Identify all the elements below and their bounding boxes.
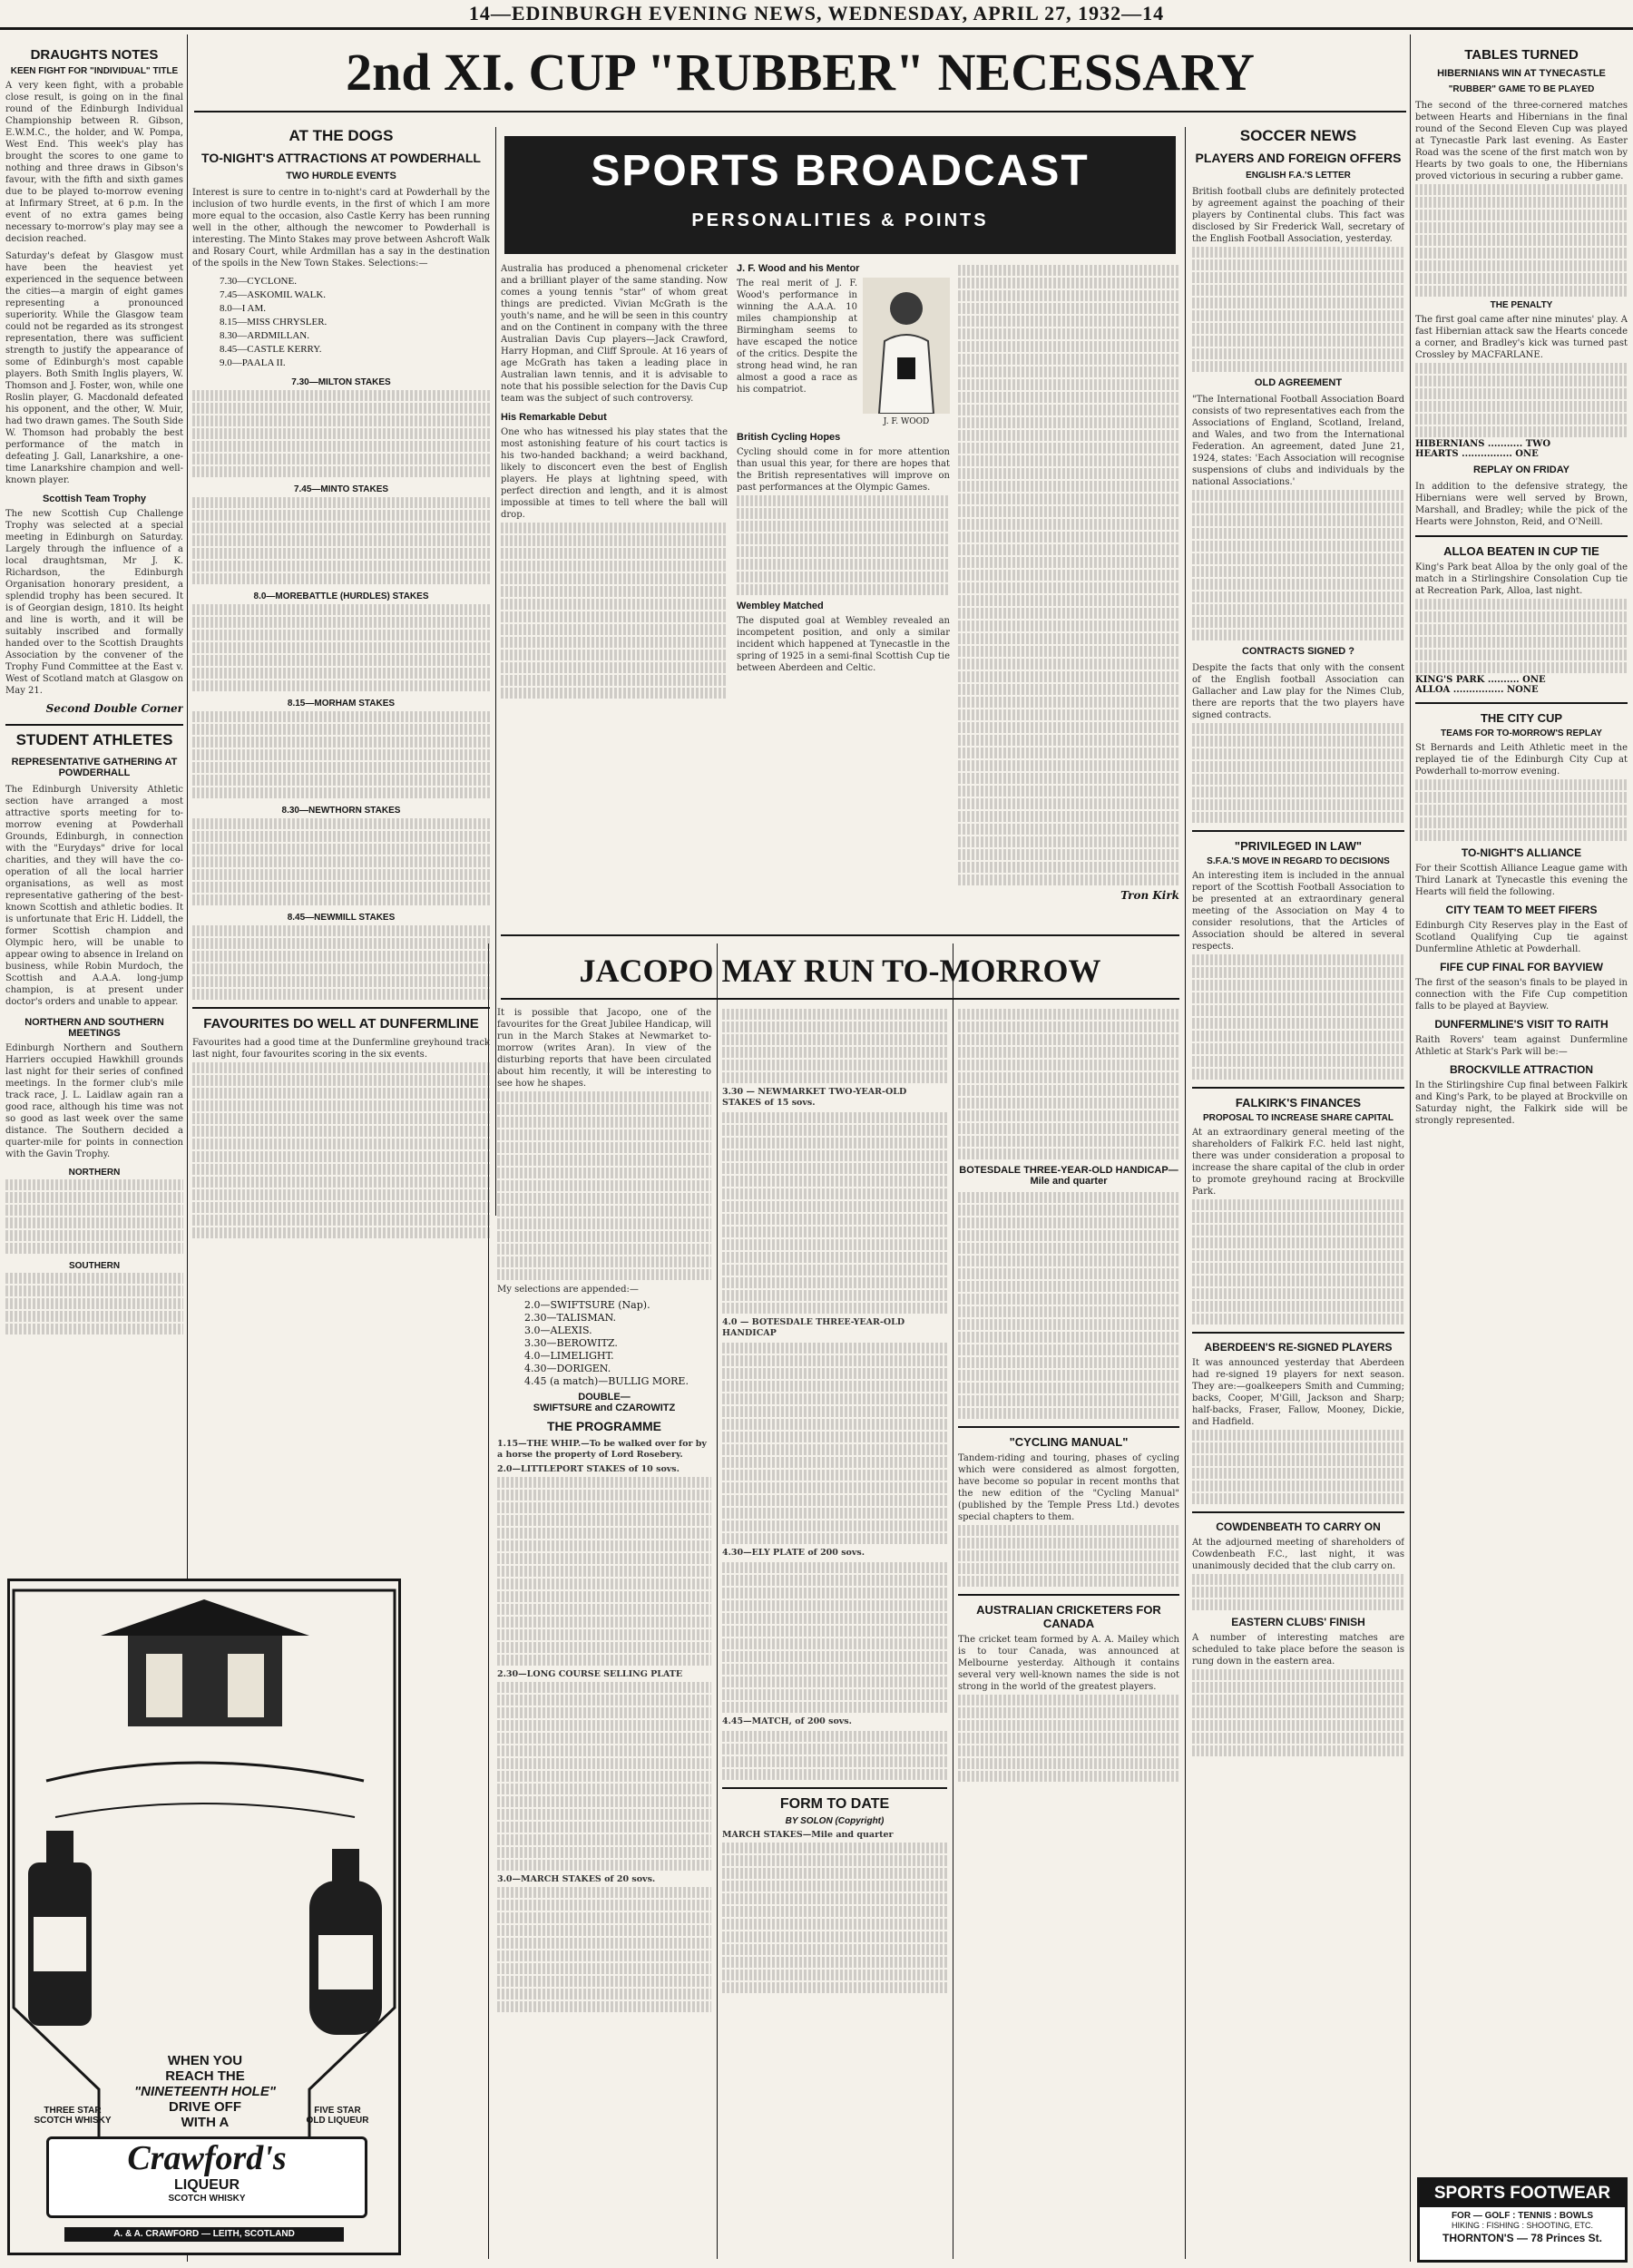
penalty-headline: THE PENALTY xyxy=(1490,300,1553,310)
alloa-text: King's Park beat Alloa by the only goal of the match in a Stirlingshire Consolation Cup tie at Recreation Park, Alloa, last night. xyxy=(1415,562,1628,596)
tables-subhead: HIBERNIANS WIN AT TYNECASTLE xyxy=(1437,68,1606,79)
column-tennis xyxy=(501,263,728,934)
race-head: 8.30—NEWTHORN STAKES xyxy=(281,806,401,816)
fifers-text: Edinburgh City Reserves play in the East of Scotland Qualifying Cup tie against Dunfermline Athletic at Powderhall. xyxy=(1415,921,1628,954)
programme-item: 1.15—THE WHIP.—To be walked over for by a horse the property of Lord Rosebery. xyxy=(497,1439,707,1460)
ad-tag-line: REACH THE xyxy=(165,2068,245,2084)
selection-item: 8.15—MISS CHRYSLER. xyxy=(220,317,328,327)
section-rule xyxy=(1415,535,1628,537)
column-racing-b xyxy=(722,1007,947,2259)
privileged-more xyxy=(1192,954,1404,1080)
column-draughts-athletics xyxy=(5,34,183,1568)
section-rule xyxy=(1415,702,1628,704)
race-head: 3.30 — NEWMARKET TWO-YEAR-OLD STAKES of 15 sovs. xyxy=(722,1087,907,1108)
wembley-signature: Tron Kirk xyxy=(1120,889,1179,902)
city-cup-headline: THE CITY CUP xyxy=(1480,711,1563,725)
banner-rule xyxy=(194,111,1406,112)
ad-brand-box xyxy=(46,2136,367,2218)
northern-headline: NORTHERN AND SOUTHERN MEETINGS xyxy=(24,1017,164,1039)
ad-footer: A. & A. CRAWFORD — LEITH, SCOTLAND xyxy=(64,2227,344,2242)
ad-right-label-1: FIVE STAR xyxy=(314,2106,361,2116)
programme-entries xyxy=(497,1682,711,1871)
section-rule xyxy=(1192,1332,1404,1334)
contracts-more xyxy=(1192,723,1404,823)
cycling-text: Cycling should come in for more attention than usual this year, for there are hopes that the British representatives will improve on past performances at the Olympic Games. xyxy=(737,447,950,493)
race-entries xyxy=(722,1009,947,1083)
draughts-headline: DRAUGHTS NOTES xyxy=(30,47,159,63)
favourites-text: Favourites had a good time at the Dunfermline greyhound track last night, four favourites scoring in the six events. xyxy=(192,1038,490,1060)
section-rule xyxy=(958,1594,1179,1596)
race-head: 4.30—ELY PLATE of 200 sovs. xyxy=(722,1548,865,1558)
ad-right-label xyxy=(288,2106,387,2126)
trophy-headline: Scottish Team Trophy xyxy=(42,494,147,504)
cowdenbeath-more xyxy=(1192,1574,1404,1610)
ad-brand-sub2: SCOTCH WHISKY xyxy=(168,2194,246,2204)
trophy-signature: Second Double Corner xyxy=(45,702,183,715)
penalty-text: The first goal came after nine minutes' play. A fast Hibernian attack saw the Hearts concede a corner, and Bradley's kick was turned past Crossley by MACFARLANE. xyxy=(1415,315,1628,360)
draughts-text: A very keen fight, with a probable close result, is going on in the final round of the Edinburgh Individual Championship between R. Gibson, E.W.M.C., the holder, and W. Pompa, West End. This week's play has brought the scores to one game to nothing and three draws in Gibson's favour, with the fifth and sixth games due to be played to-morrow evening at Infirmary Street, at 6 p.m. In the event of no extra games being necessary to-morrow's play may see a decision reached. xyxy=(5,81,183,244)
ad-tag-line: WHEN YOU xyxy=(167,2053,243,2068)
form-byline: BY SOLON (Copyright) xyxy=(785,1816,885,1826)
favourites-results xyxy=(192,1062,490,1238)
student-text: The Edinburgh University Athletic section have arranged a most attractive sports meeting for to-morrow evening at Powderhall Grounds, Edinburgh, in connection with the "Eurydays" drive for local charities, and they will have the co-operation of all the local harrier organisations, as well as most representative gathering of the best-known Scottish and athletic bodies. It is unfortunate that Eric H. Liddell, the former Scottish champion and Olympic hero, will be unable to appear owing to absence in Ireland on business, while Robin Murdoch, the Scottish and A.A.A. long-jump champion, is at present under doctor's orders and unable to appear. xyxy=(5,785,183,1007)
programme-entries xyxy=(497,1477,711,1666)
fifers-headline: CITY TEAM TO MEET FIFERS xyxy=(1445,904,1598,916)
old-agreement-text: "The International Football Association Board consists of two representatives each from the Associations of England, Scotland, Ireland, and Wales, and two from the International Federation. An agreement, dated June 21, 1924, states: 'Each Association will recognise suspensions of clubs and individuals by the national Associations.' xyxy=(1192,395,1404,487)
jacopo-more-text xyxy=(497,1091,711,1280)
contracts-text: Despite the facts that only with the consent of the English football Association can Gallacher and Law play for the Nimes Club, there are reports that the two players have signed contracts. xyxy=(1192,663,1404,720)
city-cup-subhead: TEAMS FOR TO-MORROW'S REPLAY xyxy=(1441,728,1602,738)
ad-tagline xyxy=(110,2053,300,2130)
student-headline: STUDENT ATHLETES xyxy=(15,731,173,748)
alliance-headline: TO-NIGHT'S ALLIANCE xyxy=(1461,846,1582,859)
falkirk-subhead: PROPOSAL TO INCREASE SHARE CAPITAL xyxy=(1202,1113,1394,1123)
selection-item: 2.30—TALISMAN. xyxy=(524,1312,616,1324)
selection-item: 3.0—ALEXIS. xyxy=(524,1325,592,1336)
eastern-text: A number of interesting matches are scheduled to take place before the season is rung down in the eastern area. xyxy=(1192,1633,1404,1667)
double-head: DOUBLE— xyxy=(578,1392,631,1403)
city-cup-text: St Bernards and Leith Athletic meet in the replayed tie of the Edinburgh City Cup at Powderhall to-morrow evening. xyxy=(1415,743,1628,777)
form-head: MARCH STAKES—Mile and quarter xyxy=(722,1830,894,1840)
race-head: 4.45—MATCH, of 200 sovs. xyxy=(722,1716,852,1726)
aberdeen-text: It was announced yesterday that Aberdeen had re-signed 19 players for next season. They are:—goalkeepers Smith and Cumming; backs, Cooper, M'Gill, Jackson and Sharp; half-backs, Fraser, Fallow, Mooney, Dickie, and Hadfield. xyxy=(1192,1358,1404,1427)
soccer-subhead: PLAYERS AND FOREIGN OFFERS xyxy=(1195,151,1402,165)
cowdenbeath-headline: COWDENBEATH TO CARRY ON xyxy=(1216,1520,1381,1533)
race-head: 7.30—MILTON STAKES xyxy=(291,377,391,387)
cycling-manual-headline: "CYCLING MANUAL" xyxy=(1009,1435,1129,1449)
northern-results xyxy=(5,1179,183,1254)
debut-more-text xyxy=(501,523,728,699)
race-head: 8.15—MORHAM STAKES xyxy=(287,699,396,709)
column-rule xyxy=(1410,34,1411,2262)
cycling-headline: British Cycling Hopes xyxy=(737,432,841,443)
score-line: KING'S PARK .......... ONE xyxy=(1415,675,1546,685)
programme-item: 3.0—MARCH STAKES of 20 sovs. xyxy=(497,1874,656,1884)
race-head: 4.0 — BOTESDALE THREE-YEAR-OLD HANDICAP xyxy=(722,1317,905,1338)
wood-row xyxy=(737,278,950,426)
runner-photo-icon xyxy=(863,278,950,414)
tables-subhead-2: "RUBBER" GAME TO BE PLAYED xyxy=(1448,84,1595,94)
form-headline: FORM TO DATE xyxy=(779,1796,890,1812)
student-subhead: REPRESENTATIVE GATHERING AT POWDERHALL xyxy=(11,757,178,778)
score-line: ALLOA ................ NONE xyxy=(1415,685,1539,695)
old-agreement-headline: OLD AGREEMENT xyxy=(1254,377,1343,388)
draughts-subhead: KEEN FIGHT FOR "INDIVIDUAL" TITLE xyxy=(10,66,179,76)
alliance-text: For their Scottish Alliance League game with Third Lanark at Tynecastle this evening the Hearts will field the following. xyxy=(1415,864,1628,897)
race-entries xyxy=(722,1112,947,1314)
section-rule xyxy=(958,1426,1179,1428)
cycling-manual-more xyxy=(958,1525,1179,1587)
double-text: SWIFTSURE and CZAROWITZ xyxy=(533,1403,676,1413)
column-wood xyxy=(737,263,950,934)
programme-headline: THE PROGRAMME xyxy=(547,1419,661,1433)
section-rule xyxy=(192,1007,490,1009)
race-head: 7.45—MINTO STAKES xyxy=(293,484,389,494)
eastern-more xyxy=(1192,1669,1404,1756)
race-head: 8.45—NEWMILL STAKES xyxy=(287,913,396,923)
wembley-text: The disputed goal at Wembley revealed an incompetent position, and only a similar incident which happened at Tynecastle in the spring of 1925 in a semi-final Scottish Cup tie between Aberdeen and Celtic. xyxy=(737,616,950,673)
alloa-headline: ALLOA BEATEN IN CUP TIE xyxy=(1443,544,1599,558)
northern-results-head: NORTHERN xyxy=(68,1168,121,1178)
sports-footwear-ad xyxy=(1417,2177,1628,2263)
footwear-ad-title: SPORTS FOOTWEAR xyxy=(1420,2180,1625,2207)
selection-item: 3.30—BEROWITZ. xyxy=(524,1337,618,1349)
dogs-subhead-2: TWO HURDLE EVENTS xyxy=(286,171,396,181)
ad-brand: Crawford's xyxy=(127,2139,287,2177)
programme-entries xyxy=(497,1887,711,2012)
column-dogs xyxy=(192,127,490,1579)
selection-item: 8.30—ARDMILLAN. xyxy=(220,330,309,341)
tables-more xyxy=(1415,184,1628,297)
dogs-text: Interest is sure to centre in to-night's card at Powderhall by the inclusion of two hurdle events, in the first of which I am more more equal to the occasion, also Castle Kerry has been running well in the other, although the newcomer to Powderhall is interesting. The Minto Stakes may prove between Ashcroft Walk and Rosary Court, while Ardmillan has a say in the destination of the spoils in the New Town Stakes. Selections:— xyxy=(192,188,490,269)
section-rule xyxy=(1192,830,1404,832)
race-entries xyxy=(192,711,490,798)
selection-item: 7.45—ASKOMIL WALK. xyxy=(220,289,327,300)
replay-headline: REPLAY ON FRIDAY xyxy=(1473,464,1569,475)
dunfermline-raith-text: Raith Rovers' team against Dunfermline Athletic at Stark's Park will be:— xyxy=(1415,1035,1628,1057)
section-rule xyxy=(5,724,183,726)
jacopo-headline: JACOPO MAY RUN TO-MORROW xyxy=(579,953,1101,989)
column-soccer xyxy=(1192,127,1404,2259)
selection-item: 2.0—SWIFTSURE (Nap). xyxy=(524,1299,650,1311)
soccer-text: British football clubs are definitely protected by agreement against the poaching of their players by Continental clubs. This fact was disclosed by Sir Frederick Wall, secretary of the English Football Association, yesterday. xyxy=(1192,187,1404,244)
selection-item: 8.45—CASTLE KERRY. xyxy=(220,344,322,355)
falkirk-more xyxy=(1192,1199,1404,1325)
selection-item: 8.0—I AM. xyxy=(220,303,267,314)
ad-left-label-1: THREE STAR xyxy=(44,2106,102,2116)
replay-text: In addition to the defensive strategy, the Hibernians were well served by Brown, Marshall, and Bradley; while the pick of the Hearts were Johnston, Reid, and O'Neill. xyxy=(1415,482,1628,527)
city-cup-more xyxy=(1415,779,1628,841)
column-racing-c xyxy=(958,1007,1179,2259)
footwear-ad-line1: FOR — GOLF : TENNIS : BOWLS xyxy=(1451,2211,1594,2221)
tables-text: The second of the three-cornered matches between Hearts and Hibernians in the final round of the Second Eleven Cup was played at Tynecastle Park last evening. As Easter Road was the scene of the first match won by Hearts by two goals to one, the Hibernians proved victorious in securing a rubber game. xyxy=(1415,101,1628,181)
programme-item: 2.30—LONG COURSE SELLING PLATE xyxy=(497,1669,683,1679)
debut-text: One who has witnessed his play states that the most astonishing feature of his court tactics is his two-handed backhand; a weird backhand, likely to disconcert even the best of English players. He plays at lightning speed, with perfect direction and length, and it is almost impossible at times to tell where the ball will drop. xyxy=(501,427,728,520)
dogs-subhead: TO-NIGHT'S ATTRACTIONS AT POWDERHALL xyxy=(201,151,481,165)
soccer-subhead-2: ENGLISH F.A.'S LETTER xyxy=(1246,171,1351,181)
aus-cricket-more xyxy=(958,1695,1179,1782)
falkirk-headline: FALKIRK'S FINANCES xyxy=(1235,1096,1362,1110)
newmarket-selections xyxy=(524,1299,711,1388)
score-line: HIBERNIANS ........... TWO xyxy=(1415,439,1551,449)
trophy-text: The new Scottish Cup Challenge Trophy was selected at a special meeting in Edinburgh on Saturday. Largely through the influence of a local draughtsman, Mr J. K. Richardson, the Edinburgh Organisation honorary president, a splendid trophy has been secured. It is of Georgian design, 1810. Its height and line is worth, and it will be suitably inscribed and formally handed over to the Scottish Draughts Association by the convener of the Trophy Fund Committee at the East v. West of Scotland match at Glasgow on May 21. xyxy=(5,509,183,696)
sports-broadcast-subtitle: PERSONALITIES & POINTS xyxy=(691,210,989,230)
ad-tag-line: WITH A xyxy=(181,2115,230,2130)
race-entries xyxy=(958,1009,1179,1159)
programme-item: 2.0—LITTLEPORT STAKES of 10 sovs. xyxy=(497,1464,680,1474)
ad-right-label-2: OLD LIQUEUR xyxy=(306,2116,369,2126)
selection-item: 4.0—LIMELIGHT. xyxy=(524,1350,614,1362)
section-rule xyxy=(1192,1087,1404,1089)
alloa-more xyxy=(1415,599,1628,673)
section-rule xyxy=(501,998,1179,1000)
selection-item: 7.30—CYCLONE. xyxy=(220,276,297,287)
column-rule xyxy=(717,943,718,2259)
race-entries xyxy=(192,925,490,1000)
column-racing-a xyxy=(497,1007,711,2259)
page-banner-headline: 2nd XI. CUP "RUBBER" NECESSARY xyxy=(346,42,1255,102)
section-rule xyxy=(501,934,1179,936)
eastern-headline: EASTERN CLUBS' FINISH xyxy=(1231,1616,1365,1628)
tables-headline: TABLES TURNED xyxy=(1464,47,1579,63)
race-entries xyxy=(722,1731,947,1780)
score-line: HEARTS ................ ONE xyxy=(1415,449,1539,459)
crawfords-liqueur-ad xyxy=(7,1579,401,2255)
column-rule xyxy=(1185,127,1186,2259)
northern-text: Edinburgh Northern and Southern Harriers occupied Hawkhill grounds last night for their series of confined meetings. In the former club's mile track race, J. L. Laidlaw again ran a good race, although his time was not so good as last week over the same distance. The Southern decided a quarter-mile for points in connection with the Gavin Trophy. xyxy=(5,1043,183,1159)
column-tables-turned xyxy=(1415,34,1628,2257)
form-entries xyxy=(722,1843,947,1993)
column-wembley xyxy=(958,263,1179,934)
draughts-text-2: Saturday's defeat by Glasgow must have been the heaviest yet experienced in the sequence between the cities—a margin of eight games representing a pronounced superiority. While the Glasgow team could not be regarded as its strongest representation, there was sufficient strength to justify the appearance of some of Edinburgh's most capable players. Both Smith Inglis players, W. Thomson and J. Foster, won, while one Roslin player, G. Macdonald defeated his opponent, and the other, W. Muir, had two drawn games. The South Side W. Thomson had probably the best performance of the match in defeating J. Gall, Lanarkshire, a one-time Lanarkshire champion and well-known player. xyxy=(5,251,183,485)
botesdale-entries xyxy=(958,1192,1179,1419)
aberdeen-more xyxy=(1192,1430,1404,1504)
privileged-subhead: S.F.A.'S MOVE IN REGARD TO DECISIONS xyxy=(1207,856,1390,866)
penalty-more xyxy=(1415,363,1628,437)
ad-brand-sub: LIQUEUR xyxy=(174,2177,240,2193)
falkirk-text: At an extraordinary general meeting of the shareholders of Falkirk F.C. held last night, there was under consideration a proposal to increase the share capital of the club in order to promote greyhound racing at Brockville Park. xyxy=(1192,1128,1404,1197)
dunfermline-raith-headline: DUNFERMLINE'S VISIT TO RAITH xyxy=(1434,1018,1609,1031)
cycling-manual-text: Tandem-riding and touring, phases of cycling which were considered as almost forgotten, have become so popular in recent months that the new edition of the "Cycling Manual" (published by the Temple Press Ltd.) devotes special chapters to them. xyxy=(958,1453,1179,1522)
wood-text: The real merit of J. F. Wood's performance in winning the A.A.A. 10 miles championship at Birmingham seems to have escaped the notice of the critics. Despite the strong head wind, he ran almost a good a race as his compatriot. xyxy=(737,279,857,395)
favourites-headline: FAVOURITES DO WELL AT DUNFERMLINE xyxy=(203,1016,479,1031)
contracts-headline: CONTRACTS SIGNED ? xyxy=(1241,646,1355,657)
sports-broadcast-title: SPORTS BROADCAST xyxy=(591,147,1090,195)
footwear-ad-line2: HIKING : FISHING : SHOOTING, ETC. xyxy=(1451,2221,1593,2230)
dogs-headline: AT THE DOGS xyxy=(288,127,394,144)
race-entries xyxy=(192,497,490,584)
masthead: 14—EDINBURGH EVENING NEWS, WEDNESDAY, APRIL 27, 1932—14 xyxy=(0,0,1633,30)
fife-cup-headline: FIFE CUP FINAL FOR BAYVIEW xyxy=(1440,961,1603,973)
brockville-text: In the Stirlingshire Cup final between Falkirk and King's Park, to be played at Brockville on Saturday night, the Falkirk side will be strongly represented. xyxy=(1415,1080,1628,1126)
race-entries xyxy=(722,1562,947,1713)
selection-item: 9.0—PAALA II. xyxy=(220,357,286,368)
race-entries xyxy=(722,1343,947,1544)
ad-tag-line: "NINETEENTH HOLE" xyxy=(134,2084,276,2099)
ad-left-label xyxy=(23,2106,122,2126)
aberdeen-headline: ABERDEEN'S RE-SIGNED PLAYERS xyxy=(1204,1341,1393,1354)
wembley-headline: Wembley Matched xyxy=(737,601,824,611)
dogs-selections xyxy=(220,275,490,370)
race-entries xyxy=(192,604,490,691)
southern-results xyxy=(5,1273,183,1334)
aus-cricket-headline: AUSTRALIAN CRICKETERS FOR CANADA xyxy=(976,1603,1161,1630)
section-rule xyxy=(722,1787,947,1789)
race-entries xyxy=(192,390,490,477)
wood-photo xyxy=(863,278,950,426)
old-agreement-more xyxy=(1192,490,1404,640)
photo-caption: J. F. WOOD xyxy=(883,417,930,426)
section-rule xyxy=(1192,1511,1404,1513)
fife-cup-text: The first of the season's finals to be played in connection with the Fife Cup competition falls to be played at Bayview. xyxy=(1415,978,1628,1012)
southern-results-head: SOUTHERN xyxy=(68,1261,121,1271)
cycling-more-text xyxy=(737,495,950,595)
botesdale-headline: BOTESDALE THREE-YEAR-OLD HANDICAP—Mile and quarter xyxy=(959,1165,1178,1187)
soccer-more xyxy=(1192,247,1404,372)
soccer-headline: SOCCER NEWS xyxy=(1239,127,1357,144)
selections-intro: My selections are appended:— xyxy=(497,1285,639,1295)
race-head: 8.0—MOREBATTLE (HURDLES) STAKES xyxy=(253,591,429,601)
privileged-text: An interesting item is included in the annual report of the Scottish Football Association to be presented at an extraordinary general meeting of the Association on May 4 to consider resolutions, that the Articles of Association should be altered in several respects. xyxy=(1192,871,1404,952)
sports-broadcast-header xyxy=(504,136,1176,254)
wembley-more-text xyxy=(958,265,1179,885)
jacopo-text: It is possible that Jacopo, one of the favourites for the Great Jubilee Handicap, will run in the March Stakes at Newmarket to-morrow (writes Aran). In view of the disturbing reports that have been circulated about him recently, it will be interesting to see how he shapes. xyxy=(497,1008,711,1089)
column-rule xyxy=(495,127,496,1216)
cowdenbeath-text: At the adjourned meeting of shareholders of Cowdenbeath F.C., last night, it was unanimously decided that the club carry on. xyxy=(1192,1538,1404,1571)
footwear-ad-line3: THORNTON'S — 78 Princes St. xyxy=(1442,2232,1602,2244)
privileged-headline: "PRIVILEGED IN LAW" xyxy=(1234,839,1363,853)
ad-tag-line: DRIVE OFF xyxy=(168,2099,241,2115)
selection-item: 4.30—DORIGEN. xyxy=(524,1363,611,1374)
brockville-headline: BROCKVILLE ATTRACTION xyxy=(1450,1063,1593,1076)
ad-left-label-2: SCOTCH WHISKY xyxy=(34,2116,112,2126)
selection-item: 4.45 (a match)—BULLIG MORE. xyxy=(524,1375,689,1387)
debut-headline: His Remarkable Debut xyxy=(501,412,607,423)
wood-headline: J. F. Wood and his Mentor xyxy=(737,263,860,274)
aus-cricket-text: The cricket team formed by A. A. Mailey which is to tour Canada, was announced at Melbourne yesterday. Although it contains several very well-known names the side is not strong in the world of the greatest players. xyxy=(958,1635,1179,1692)
tennis-text: Australia has produced a phenomenal cricketer and a brilliant player of the same standing. Now comes a young tennis "star" of whom great things are predicted. Vivian McGrath is the youth's name, and he will be seen in this country and on the Continent in company with the three Australian Davis Cup players—Jack Crawford, Harry Hopman, and Cliff Sproule. At 16 years of age McGrath has taken a leading place in Australian lawn tennis, and it is advisable to note that his possible selection for the Davis Cup team was the subject of such controversy. xyxy=(501,264,728,404)
race-entries xyxy=(192,818,490,905)
